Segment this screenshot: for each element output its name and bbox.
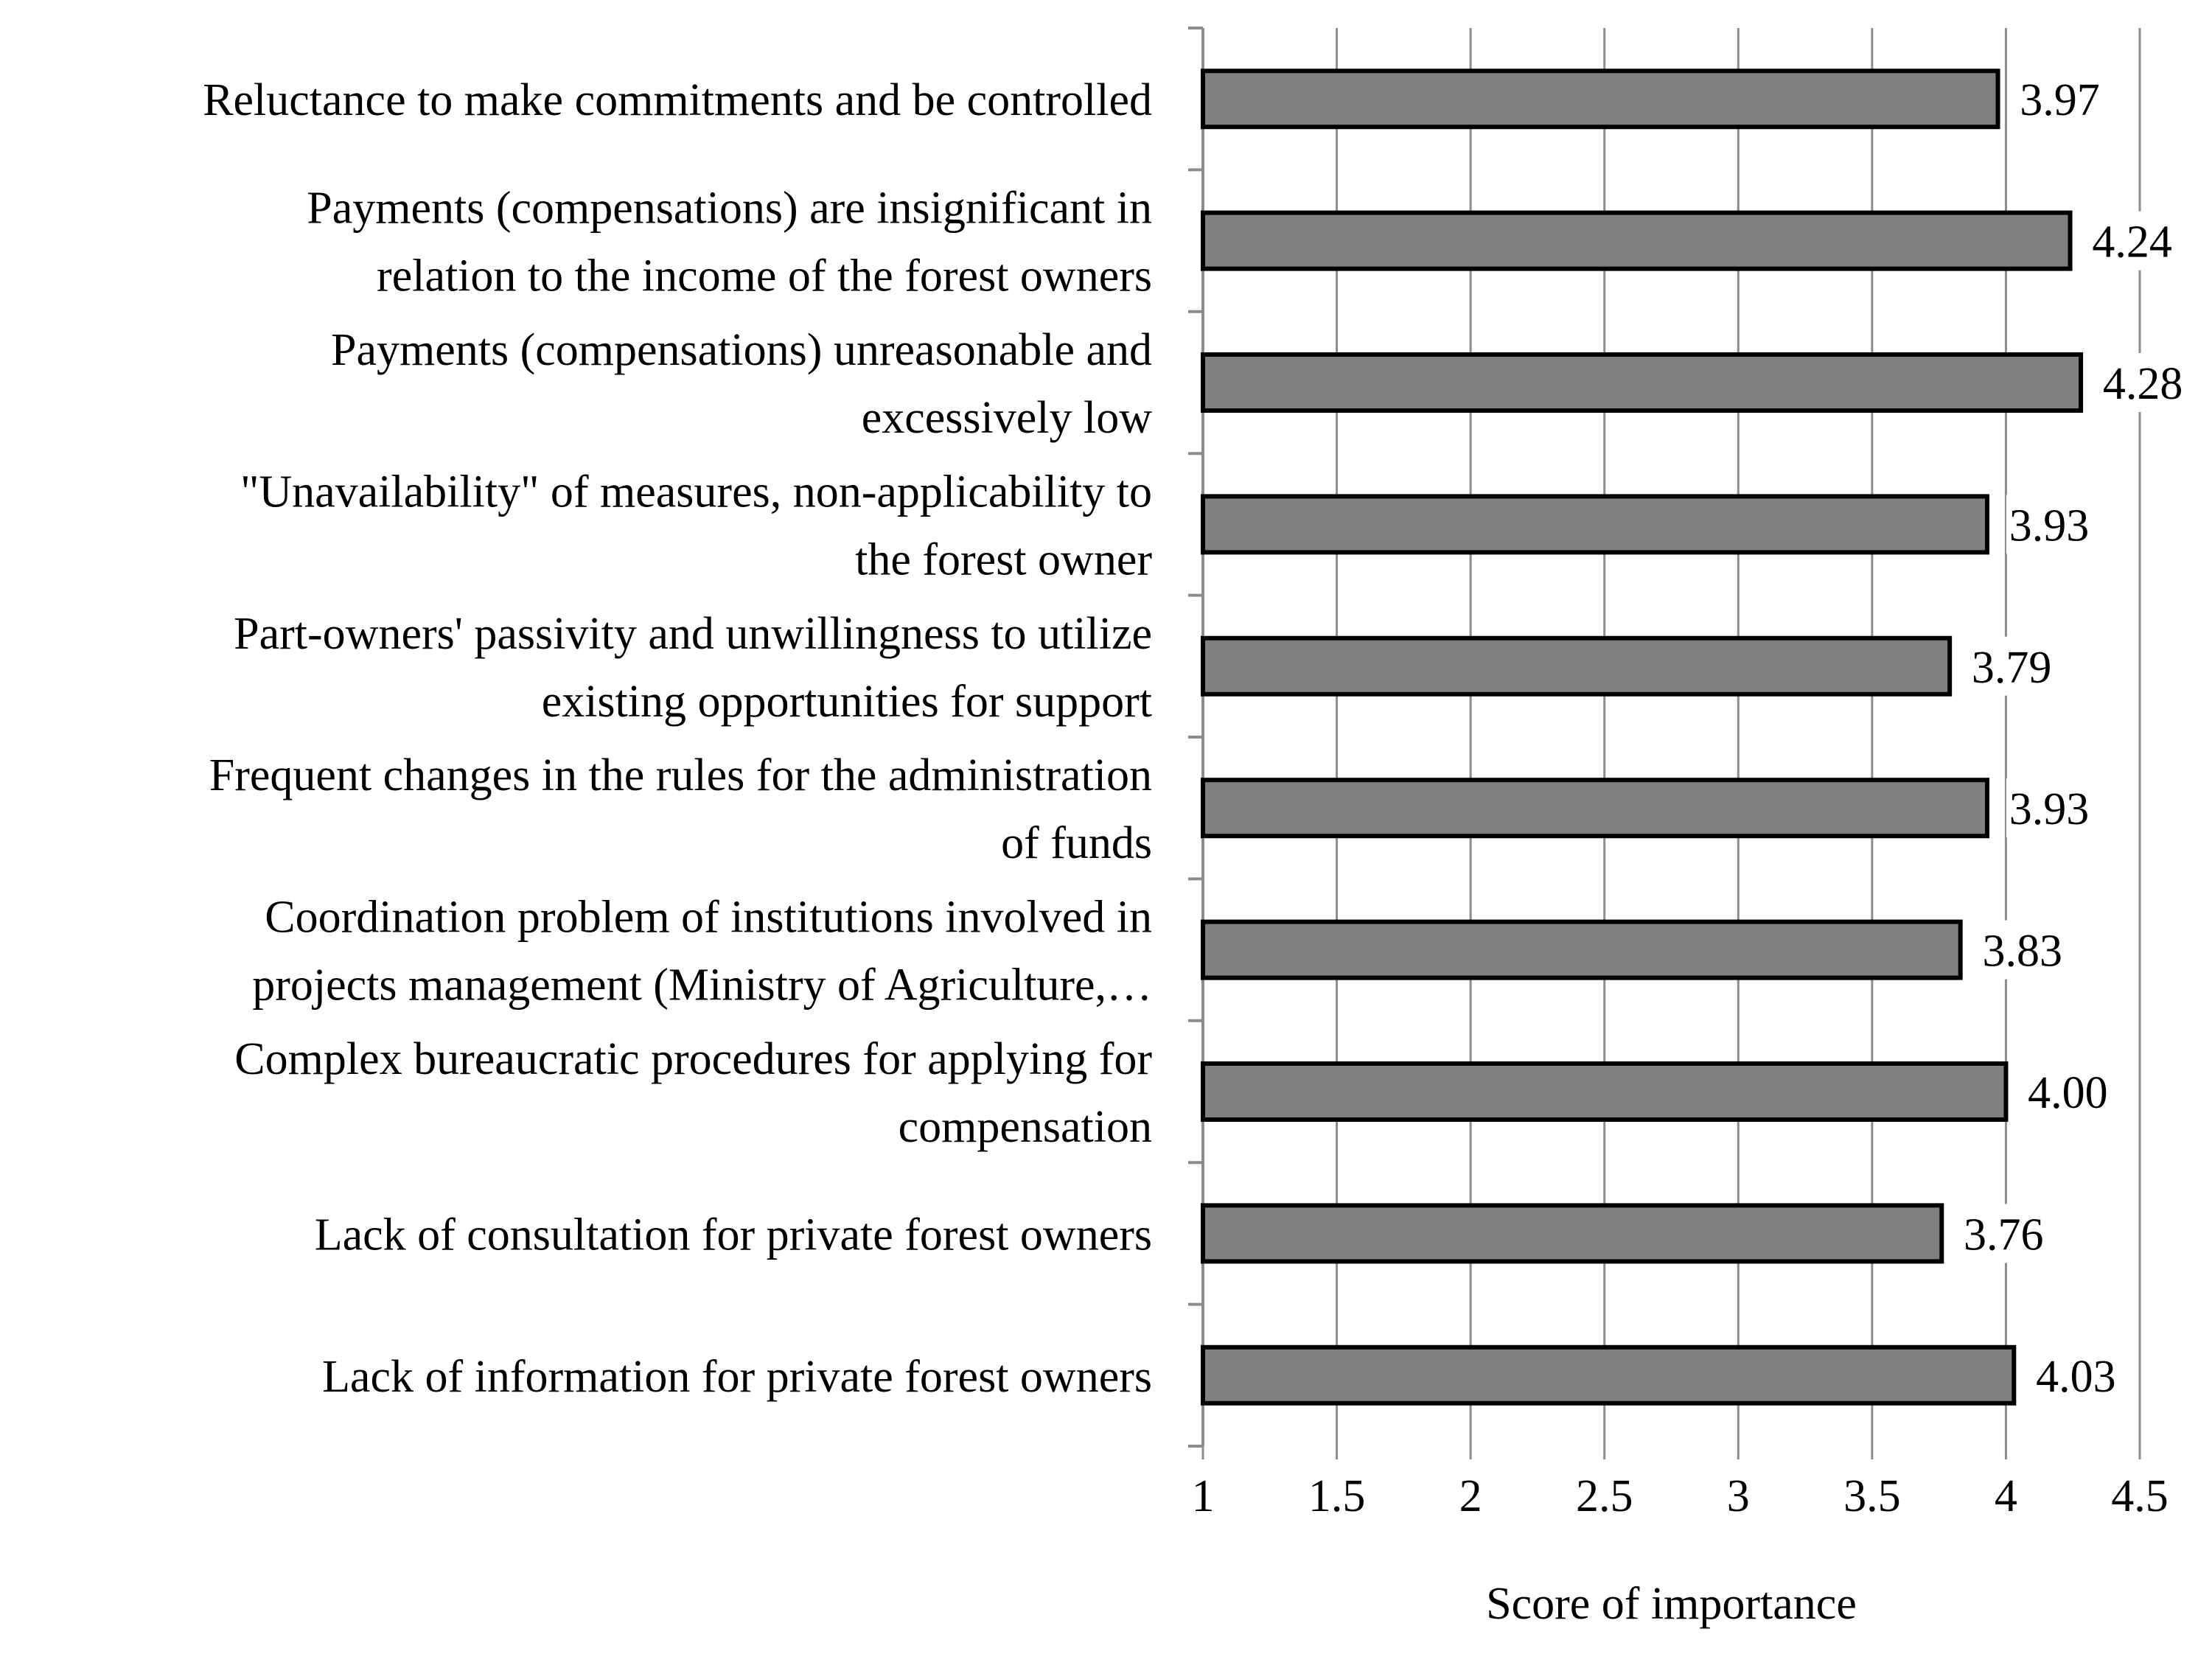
category-label: Lack of consultation for private forest owners [314,1210,1152,1260]
category-label: Payments (compensations) are insignificant in [307,183,1152,234]
x-tick-label: 2.5 [1575,1471,1633,1521]
category-label: Reluctance to make commitments and be controlled [203,75,1152,126]
category-label: relation to the income of the forest owners [377,251,1152,301]
x-tick-label: 1 [1191,1471,1215,1521]
bar [1203,355,2081,411]
value-label: 3.79 [1971,642,2052,693]
category-label: compensation [898,1102,1152,1152]
bar [1203,71,1998,127]
category-label: Frequent changes in the rules for the administration [209,750,1152,801]
category-label: existing opportunities for support [541,676,1152,727]
category-label: excessively low [861,393,1152,443]
value-label: 3.93 [2009,784,2090,835]
bar [1203,922,1961,978]
x-tick-label: 2 [1459,1471,1482,1521]
value-label: 4.00 [2028,1068,2108,1118]
category-label: Payments (compensations) unreasonable and [331,325,1152,375]
value-label: 4.24 [2092,217,2172,268]
bar [1203,213,2070,269]
x-tick-label: 1.5 [1308,1471,1366,1521]
category-label: Lack of information for private forest owners [322,1351,1152,1402]
bar [1203,1347,2014,1403]
category-label: Coordination problem of institutions involved in [265,892,1152,943]
category-labels [203,75,1152,1402]
category-label: Part-owners' passivity and unwillingness to utilize [234,608,1152,659]
x-tick-label: 3.5 [1843,1471,1901,1521]
value-label: 3.76 [1964,1210,2044,1260]
value-label: 3.93 [2009,500,2090,551]
category-label: "Unavailability" of measures, non-applicability to [240,467,1152,517]
x-tick-label: 3 [1726,1471,1750,1521]
bar [1203,496,1987,552]
bar [1203,1064,2006,1120]
value-label: 3.83 [1982,926,2062,977]
bar [1203,780,1987,836]
bar [1203,638,1950,694]
x-tick-labels [1192,1471,2169,1521]
value-label: 3.97 [2020,75,2100,126]
bar [1203,1205,1941,1261]
value-label: 4.28 [2102,359,2183,409]
category-label: the forest owner [855,534,1152,585]
category-label: of funds [1001,818,1152,869]
x-tick-label: 4.5 [2111,1471,2169,1521]
x-axis-title: Score of importance [1486,1579,1857,1629]
x-tick-label: 4 [1994,1471,2017,1521]
category-label: Complex bureaucratic procedures for applying for [234,1034,1152,1084]
category-label: projects management (Ministry of Agriculture,… [252,960,1152,1011]
value-label: 4.03 [2036,1351,2116,1402]
bars [1203,71,2081,1403]
